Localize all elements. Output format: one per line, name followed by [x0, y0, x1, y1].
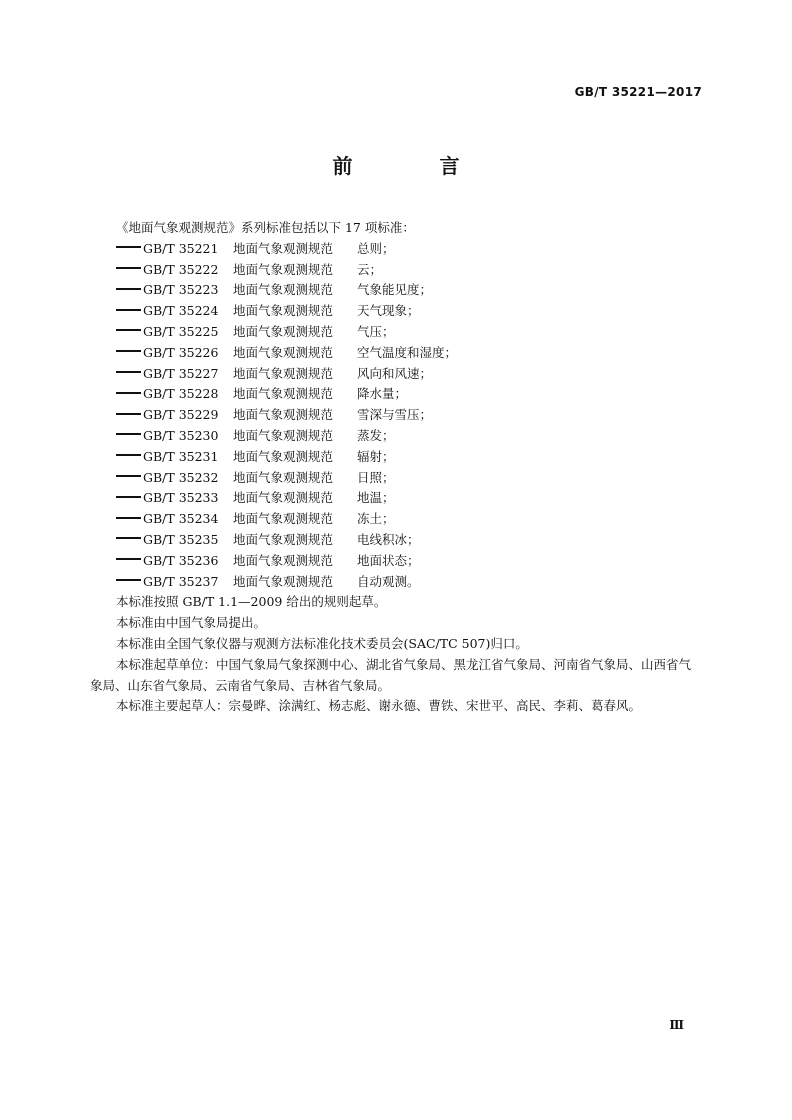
standard-code: GB/T 35236 [143, 552, 219, 568]
standard-code: GB/T 35234 [143, 511, 219, 527]
part-title: 蒸发； [357, 427, 395, 443]
em-dash-marker [116, 405, 143, 426]
standard-code: GB/T 35237 [143, 573, 219, 589]
standard-code: GB/T 35227 [143, 365, 219, 381]
part-title: 总则； [357, 240, 395, 256]
em-dash-marker [116, 530, 143, 551]
standard-code: GB/T 35231 [143, 448, 219, 464]
standard-code: GB/T 35222 [143, 261, 219, 277]
part-title: 降水量； [357, 386, 408, 402]
standard-code: GB/T 35223 [143, 282, 219, 298]
em-dash-marker [116, 280, 143, 301]
series-name: 地面气象观测规范 [233, 240, 334, 256]
list-item [90, 260, 702, 281]
standard-code: GB/T 35233 [143, 490, 219, 506]
em-dash-marker [116, 239, 143, 260]
part-title: 地温； [357, 490, 395, 506]
series-name: 地面气象观测规范 [233, 469, 334, 485]
list-item [90, 468, 702, 489]
em-dash-marker [116, 322, 143, 343]
page-number: Ⅲ [669, 1018, 684, 1032]
list-item [90, 322, 702, 343]
list-item [90, 301, 702, 322]
list-item [90, 405, 702, 426]
series-name: 地面气象观测规范 [233, 386, 334, 402]
part-title: 气象能见度； [357, 282, 433, 298]
standard-code: GB/T 35226 [143, 344, 219, 360]
part-title: 雪深与雪压； [357, 407, 433, 423]
em-dash-marker [116, 260, 143, 281]
standard-list [90, 239, 702, 593]
proposer-paragraph: 本标准由中国气象局提出。 [116, 615, 267, 631]
foreword-body [90, 218, 702, 717]
standard-number: GB/T 35221—2017 [574, 85, 702, 99]
standard-code: GB/T 35225 [143, 323, 219, 339]
em-dash-marker [116, 468, 143, 489]
standard-code: GB/T 35232 [143, 469, 219, 485]
part-title: 电线积冰； [357, 531, 420, 547]
list-item [90, 572, 702, 593]
page-title: 前 言 [332, 154, 500, 178]
part-title: 云； [357, 261, 383, 277]
series-name: 地面气象观测规范 [233, 511, 334, 527]
em-dash-marker [116, 426, 143, 447]
standard-code: GB/T 35224 [143, 303, 219, 319]
series-name: 地面气象观测规范 [233, 552, 334, 568]
part-title: 天气现象； [357, 303, 420, 319]
list-item [90, 509, 702, 530]
standard-code: GB/T 35221 [143, 240, 219, 256]
list-item [90, 426, 702, 447]
series-name: 地面气象观测规范 [233, 323, 334, 339]
standard-code: GB/T 35230 [143, 427, 219, 443]
standard-code: GB/T 35229 [143, 407, 219, 423]
list-item [90, 447, 702, 468]
part-title: 日照； [357, 469, 395, 485]
list-item [90, 239, 702, 260]
responsible-paragraph: 本标准由全国气象仪器与观测方法标准化技术委员会(SAC/TC 507)归口。 [116, 635, 528, 651]
standard-code: GB/T 35228 [143, 386, 219, 402]
part-title: 自动观测。 [357, 573, 420, 589]
list-item [90, 530, 702, 551]
part-title: 气压； [357, 323, 395, 339]
em-dash-marker [116, 301, 143, 322]
series-name: 地面气象观测规范 [233, 531, 334, 547]
part-title: 冻土； [357, 511, 395, 527]
em-dash-marker [116, 384, 143, 405]
list-item [90, 488, 702, 509]
part-title: 地面状态； [357, 552, 420, 568]
intro-paragraph: 《地面气象观测规范》系列标准包括以下 17 项标准： [116, 220, 415, 235]
series-name: 地面气象观测规范 [233, 303, 334, 319]
series-name: 地面气象观测规范 [233, 573, 334, 589]
series-name: 地面气象观测规范 [233, 448, 334, 464]
em-dash-marker [116, 447, 143, 468]
series-name: 地面气象观测规范 [233, 282, 334, 298]
em-dash-marker [116, 364, 143, 385]
em-dash-marker [116, 572, 143, 593]
standard-code: GB/T 35235 [143, 531, 219, 547]
part-title: 风向和风速； [357, 365, 433, 381]
series-name: 地面气象观测规范 [233, 365, 334, 381]
em-dash-marker [116, 551, 143, 572]
drafting-rule-paragraph: 本标准按照 GB/T 1.1—2009 给出的规则起草。 [116, 594, 387, 610]
em-dash-marker [116, 488, 143, 509]
part-title: 空气温度和湿度； [357, 344, 458, 360]
drafting-units-paragraph: 本标准起草单位：中国气象局气象探测中心、湖北省气象局、黑龙江省气象局、河南省气象局、山西省气象局、山东省气象局、云南省气象局、吉林省气象局。 [90, 656, 692, 693]
list-item [90, 384, 702, 405]
list-item [90, 551, 702, 572]
em-dash-marker [116, 509, 143, 530]
em-dash-marker [116, 343, 143, 364]
drafters-paragraph: 本标准主要起草人：宗曼晔、涂满红、杨志彪、谢永德、曹铁、宋世平、高民、李莉、葛春风。 [116, 698, 642, 714]
list-item [90, 280, 702, 301]
list-item [90, 364, 702, 385]
series-name: 地面气象观测规范 [233, 344, 334, 360]
series-name: 地面气象观测规范 [233, 427, 334, 443]
part-title: 辐射； [357, 448, 395, 464]
list-item [90, 343, 702, 364]
series-name: 地面气象观测规范 [233, 490, 334, 506]
series-name: 地面气象观测规范 [233, 407, 334, 423]
series-name: 地面气象观测规范 [233, 261, 334, 277]
